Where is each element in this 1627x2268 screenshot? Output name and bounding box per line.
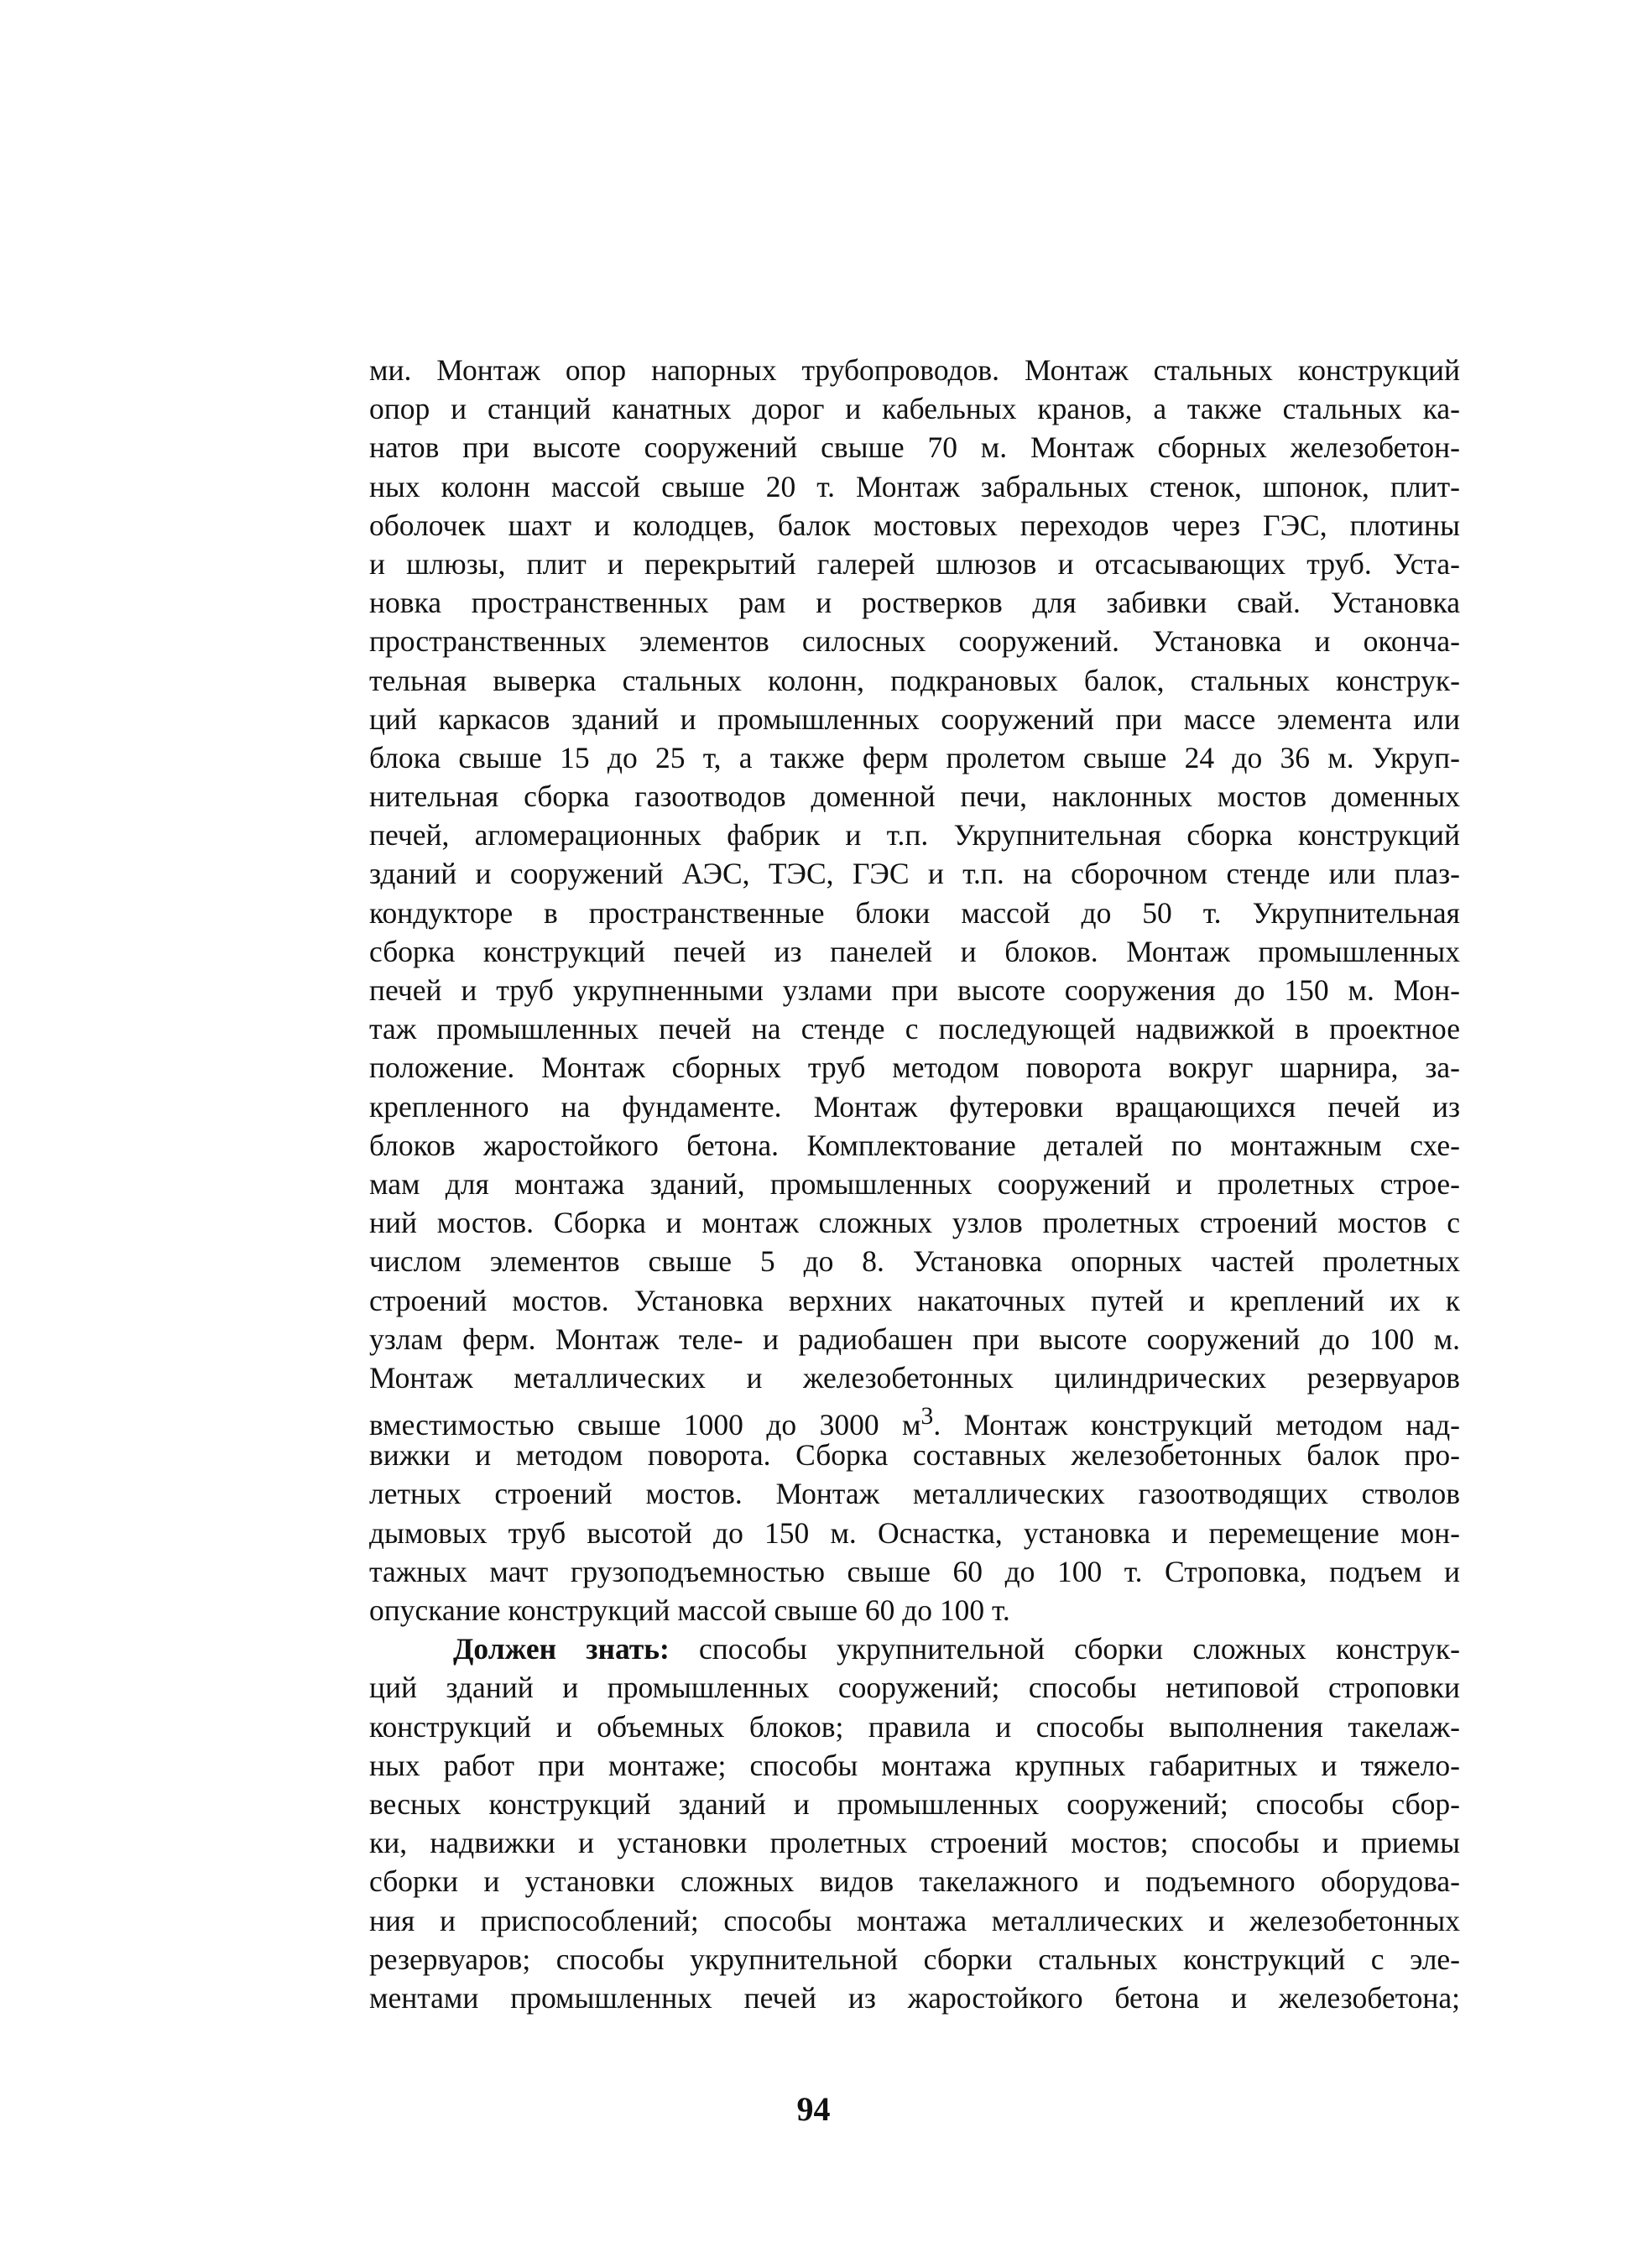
text-line: ки, надвижки и установки пролетных строений мостов; способы и приемы <box>369 1826 1460 1860</box>
text-line: сборки и установки сложных видов такелажного и подъемного оборудова- <box>369 1864 1460 1899</box>
volume-text-after: . Монтаж конструкций методом над- <box>933 1407 1460 1442</box>
text-line: опор и станций канатных дорог и кабельных кранов, а также стальных ка- <box>369 392 1460 426</box>
text-line: блока свыше 15 до 25 т, а также ферм пролетом свыше 24 до 36 м. Укруп- <box>369 740 1460 774</box>
text-line: ций зданий и промышленных сооружений; способы нетиповой строповки <box>369 1671 1460 1705</box>
text-line: тельная выверка стальных колонн, подкрановых балок, стальных конструк- <box>369 663 1460 697</box>
cubic-superscript: 3 <box>920 1403 934 1431</box>
text-line: нительная сборка газоотводов доменной печи, наклонных мостов доменных <box>369 779 1460 814</box>
text-line: крепленного на фундаменте. Монтаж футеровки вращающихся печей из <box>369 1089 1460 1124</box>
text-line: вижки и методом поворота. Сборка составных железобетонных балок про- <box>369 1438 1460 1473</box>
text-line: Монтаж металлических и железобетонных цилиндрических резервуаров <box>369 1360 1460 1395</box>
knowledge-first-line-rest: способы укрупнительной сборки сложных конструк- <box>669 1632 1460 1666</box>
text-line: печей, агломерационных фабрик и т.п. Укрупнительная сборка конструкций <box>369 818 1460 852</box>
page-body <box>369 351 1460 2017</box>
text-line: новка пространственных рам и ростверков для забивки свай. Установка <box>369 586 1460 620</box>
text-line: зданий и сооружений АЭС, ТЭС, ГЭС и т.п. на сборочном стенде или плаз- <box>369 857 1460 891</box>
text-line: таж промышленных печей на стенде с последующей надвижкой в проектное <box>369 1012 1460 1046</box>
text-line: печей и труб укрупненными узлами при высоте сооружения до 150 м. Мон- <box>369 973 1460 1007</box>
text-line: пространственных элементов силосных сооружений. Установка и оконча- <box>369 624 1460 659</box>
text-line: тажных мачт грузоподъемностью свыше 60 до 100 т. Строповка, подъем и <box>369 1554 1460 1588</box>
text-line: резервуаров; способы укрупнительной сборки стальных конструкций с эле- <box>369 1942 1460 1976</box>
text-line: ментами промышленных печей из жаростойкого бетона и железобетона; <box>369 1980 1460 2015</box>
text-line: узлам ферм. Монтаж теле- и радиобашен при высоте сооружений до 100 м. <box>369 1322 1460 1356</box>
text-line: дымовых труб высотой до 150 м. Оснастка, установка и перемещение мон- <box>369 1515 1460 1550</box>
knowledge-first-line <box>369 1629 1460 1668</box>
text-line: конструкций и объемных блоков; правила и способы выполнения такелаж- <box>369 1709 1460 1744</box>
text-line: ных работ при монтаже; способы монтажа крупных габаритных и тяжело- <box>369 1748 1460 1782</box>
page-number: 94 <box>796 2090 831 2128</box>
text-line: блоков жаростойкого бетона. Комплектование деталей по монтажным схе- <box>369 1128 1460 1162</box>
text-line: весных конструкций зданий и промышленных сооружений; способы сбор- <box>369 1786 1460 1821</box>
text-line: ций каркасов зданий и промышленных сооружений при массе элемента или <box>369 701 1460 736</box>
text-line: кондукторе в пространственные блоки массой до 50 т. Укрупнительная <box>369 895 1460 930</box>
text-line: ми. Монтаж опор напорных трубопроводов. Монтаж стальных конструкций <box>369 353 1460 387</box>
text-line-volume <box>369 1397 1460 1442</box>
text-line: ния и приспособлений; способы монтажа металлических и железобетонных <box>369 1903 1460 1937</box>
text-line: натов при высоте сооружений свыше 70 м. Монтаж сборных железобетон- <box>369 430 1460 465</box>
text-line: оболочек шахт и колодцев, балок мостовых переходов через ГЭС, плотины <box>369 508 1460 542</box>
text-line: ний мостов. Сборка и монтаж сложных узлов пролетных строений мостов с <box>369 1206 1460 1240</box>
text-line: числом элементов свыше 5 до 8. Установка опорных частей пролетных <box>369 1244 1460 1279</box>
text-line: мам для монтажа зданий, промышленных сооружений и пролетных строе- <box>369 1166 1460 1201</box>
text-line: строений мостов. Установка верхних накаточных путей и креплений их к <box>369 1283 1460 1317</box>
text-line: и шлюзы, плит и перекрытий галерей шлюзов и отсасывающих труб. Уста- <box>369 546 1460 581</box>
paragraph-continued <box>369 351 1460 1629</box>
text-line: положение. Монтаж сборных труб методом поворота вокруг шарнира, за- <box>369 1051 1460 1085</box>
text-line: ных колонн массой свыше 20 т. Монтаж забральных стенок, шпонок, плит- <box>369 469 1460 503</box>
text-line: сборка конструкций печей из панелей и блоков. Монтаж промышленных <box>369 934 1460 968</box>
text-line-last: опускание конструкций массой свыше 60 до 100 т. <box>369 1593 1010 1627</box>
text-line: летных строений мостов. Монтаж металлических газоотводящих стволов <box>369 1477 1460 1511</box>
knowledge-lead: Должен знать: <box>453 1632 670 1666</box>
knowledge-paragraph <box>369 1629 1460 2017</box>
volume-text-before: вместимостью свыше 1000 до 3000 м <box>369 1407 921 1442</box>
